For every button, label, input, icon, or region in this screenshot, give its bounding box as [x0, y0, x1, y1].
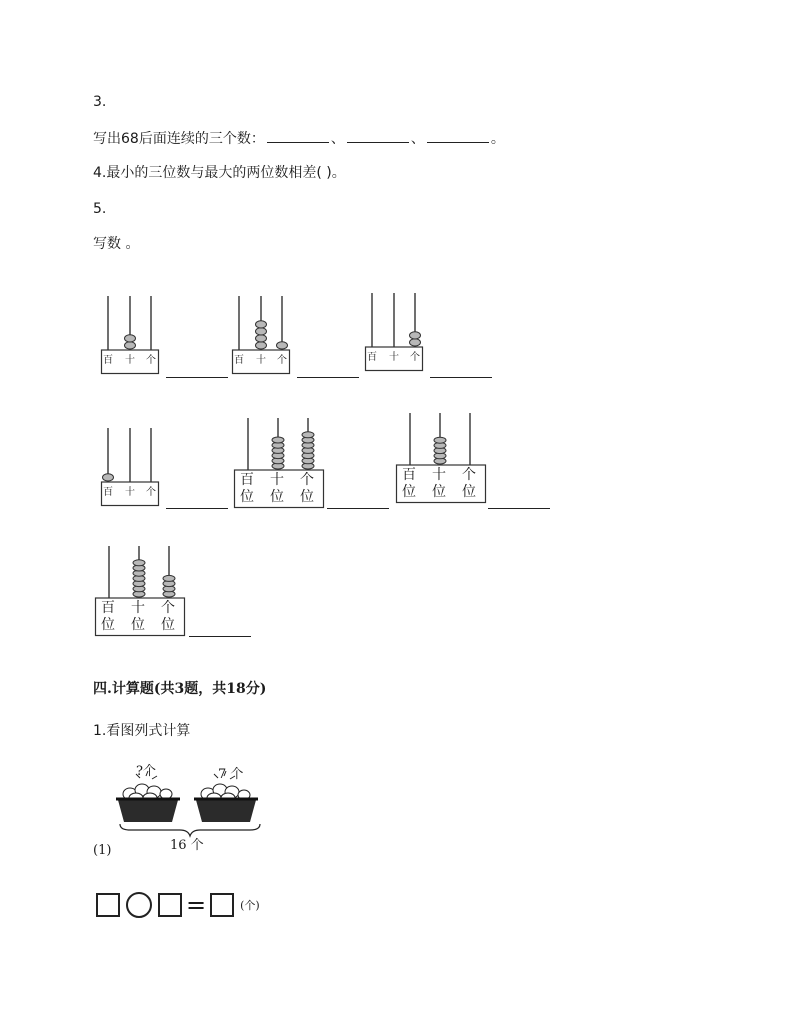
bead-ones — [163, 575, 175, 581]
abacus-3 — [365, 293, 423, 371]
place-label-ones: 个 — [462, 467, 476, 483]
number-box-1[interactable] — [96, 893, 120, 917]
right-basket-label: 7 个 — [218, 767, 244, 782]
place-label-tens: 十 — [125, 487, 135, 498]
place-label-hundreds: 百 — [240, 472, 254, 488]
bead-tens — [256, 335, 267, 342]
place-label-tens: 十 — [432, 467, 446, 483]
result-box[interactable] — [210, 893, 234, 917]
bead-tens — [133, 560, 145, 566]
number-box-2[interactable] — [158, 893, 182, 917]
q3-sentence — [93, 128, 505, 149]
abacus-1 — [101, 296, 159, 374]
answer-line-abacus-5[interactable] — [327, 508, 389, 509]
answer-line-abacus-1[interactable] — [166, 377, 228, 378]
answer-blank-3[interactable] — [427, 128, 489, 143]
bead-ones — [410, 339, 421, 346]
calc-q1-title: 1.看图列式计算 — [93, 723, 191, 739]
place-label-tens: 十 — [125, 355, 135, 366]
place-label-ones: 个 — [410, 352, 420, 363]
abacus-5 — [234, 418, 324, 508]
place-label-ones: 位 — [161, 617, 175, 633]
q5-instruction: 写数 。 — [93, 236, 140, 252]
q3-sep1: 、 — [330, 131, 345, 147]
bead-tens — [256, 328, 267, 335]
place-label-hundreds: 位 — [101, 617, 115, 633]
q3-sep2: 、 — [410, 131, 425, 147]
bead-tens — [256, 342, 267, 349]
place-label-tens: 十 — [131, 600, 145, 616]
q3-number: 3. — [93, 94, 107, 110]
bead-tens — [125, 342, 136, 349]
place-label-ones: 个 — [161, 600, 175, 616]
place-label-ones: 位 — [462, 484, 476, 500]
place-label-ones: 位 — [300, 489, 314, 505]
place-label-ones: 个 — [146, 355, 156, 366]
place-label-hundreds: 百 — [402, 467, 416, 483]
place-label-tens: 十 — [256, 355, 266, 366]
left-basket-label: ?个 — [136, 764, 156, 779]
place-label-hundreds: 百 — [103, 487, 113, 498]
place-label-hundreds: 百 — [367, 352, 377, 363]
place-label-ones: 个 — [277, 355, 287, 366]
bead-tens — [272, 437, 284, 443]
abacus-6 — [396, 413, 486, 503]
q3-end: 。 — [490, 131, 505, 147]
place-label-hundreds: 百 — [103, 355, 113, 366]
operator-circle[interactable] — [126, 892, 152, 918]
place-label-hundreds: 百 — [101, 600, 115, 616]
bead-ones — [277, 342, 288, 349]
total-label: 16 个 — [170, 838, 204, 853]
place-label-hundreds: 百 — [234, 355, 244, 366]
abacus-2 — [232, 296, 290, 374]
unit-label: (个) — [240, 899, 260, 912]
place-label-tens: 位 — [131, 617, 145, 633]
place-label-hundreds: 位 — [240, 489, 254, 505]
answer-line-abacus-3[interactable] — [430, 377, 492, 378]
place-label-tens: 十 — [389, 352, 399, 363]
answer-line-abacus-7[interactable] — [189, 636, 251, 637]
section-4-title: 四.计算题(共3题，共18分) — [93, 681, 267, 697]
q5-number: 5. — [93, 201, 107, 217]
basket-picture — [110, 760, 280, 855]
answer-blank-2[interactable] — [347, 128, 409, 143]
q3-prefix: 写出68后面连续的三个数： — [93, 131, 265, 147]
place-label-hundreds: 位 — [402, 484, 416, 500]
bead-ones — [302, 432, 314, 438]
abacus-4 — [101, 428, 159, 506]
place-label-tens: 十 — [270, 472, 284, 488]
equals-sign: = — [186, 891, 207, 919]
answer-blank-1[interactable] — [267, 128, 329, 143]
bead-tens — [256, 321, 267, 328]
q4-text: 4.最小的三位数与最大的两位数相差( )。 — [93, 165, 346, 181]
abacus-7 — [95, 546, 185, 636]
place-label-ones: 个 — [300, 472, 314, 488]
place-label-ones: 个 — [146, 487, 156, 498]
place-label-tens: 位 — [270, 489, 284, 505]
answer-line-abacus-6[interactable] — [488, 508, 550, 509]
answer-line-abacus-2[interactable] — [297, 377, 359, 378]
bead-hundreds — [103, 474, 114, 481]
bead-tens — [434, 437, 446, 443]
bead-ones — [410, 332, 421, 339]
answer-line-abacus-4[interactable] — [166, 508, 228, 509]
sub-question-number: (1) — [93, 843, 112, 858]
place-label-tens: 位 — [432, 484, 446, 500]
equation-template — [96, 892, 260, 918]
bead-tens — [125, 335, 136, 342]
